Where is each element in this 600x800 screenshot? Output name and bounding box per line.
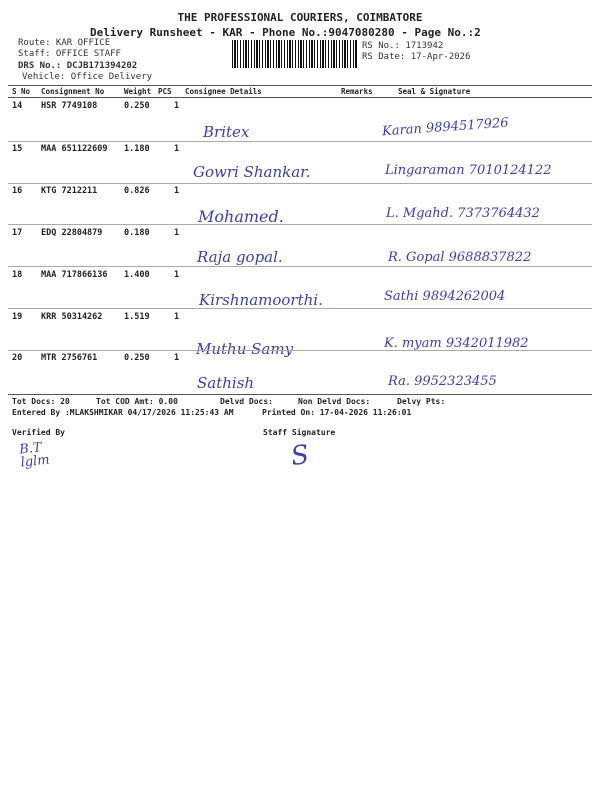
header-top-rule [8, 85, 592, 86]
row-pcs: 1 [174, 228, 180, 238]
row-consignment: MAA 651122609 [41, 144, 108, 154]
row-sno: 16 [12, 186, 23, 196]
row-consignee-handwritten: Britex [203, 123, 250, 141]
row-consignee-handwritten: Mohamed. [198, 207, 284, 226]
row-weight: 0.180 [124, 228, 150, 238]
staff-label: Staff: OFFICE STAFF [18, 49, 121, 59]
row-pcs: 1 [174, 312, 180, 322]
col-seal-signature: Seal & Signature [398, 87, 471, 96]
row-sno: 18 [12, 270, 23, 280]
row-divider [8, 350, 592, 351]
delivery-points: Delvy Pts: [397, 397, 446, 406]
col-weight: Weight [124, 87, 152, 96]
col-consignment: Consignment No [41, 87, 105, 96]
verified-by-label: Verified By [12, 428, 65, 437]
verifier-signature: B.T lglm [18, 440, 51, 471]
runsheet-subtitle: Delivery Runsheet - KAR - Phone No.:9047080280 - Page No.:2 [90, 26, 481, 39]
row-pcs: 1 [174, 101, 180, 111]
row-consignment: KRR 50314262 [41, 312, 103, 322]
row-consignment: HSR 7749108 [41, 101, 98, 111]
row-consignment: MAA 717866136 [41, 270, 108, 280]
col-consignee: Consignee Details [185, 87, 262, 96]
total-cod-amount: Tot COD Amt: 0.00 [96, 397, 178, 406]
vehicle-label: Vehicle: Office Delivery [22, 72, 153, 82]
row-weight: 1.400 [124, 270, 150, 280]
row-signature-handwritten: K. myam 9342011982 [384, 336, 529, 351]
row-sno: 17 [12, 228, 23, 238]
row-divider [8, 308, 592, 309]
row-pcs: 1 [174, 270, 180, 280]
row-pcs: 1 [174, 186, 180, 196]
row-weight: 1.180 [124, 144, 150, 154]
row-signature-handwritten: Lingaraman 7010124122 [385, 163, 552, 178]
row-consignment: MTR 2756761 [41, 353, 98, 363]
row-divider [8, 141, 592, 142]
barcode-image [232, 40, 358, 68]
row-weight: 0.250 [124, 353, 150, 363]
row-signature-handwritten: R. Gopal 9688837822 [388, 250, 532, 265]
row-signature-handwritten: Sathi 9894262004 [384, 289, 506, 304]
row-consignee-handwritten: Gowri Shankar. [193, 163, 311, 181]
printed-on: Printed On: 17-04-2026 11:26:01 [262, 408, 412, 417]
delivered-docs: Delvd Docs: [220, 397, 273, 406]
total-docs: Tot Docs: 20 [12, 397, 70, 406]
row-pcs: 1 [174, 144, 180, 154]
rs-number: RS No.: 1713942 [362, 41, 444, 51]
row-sno: 15 [12, 144, 23, 154]
row-weight: 1.519 [124, 312, 150, 322]
row-weight: 0.826 [124, 186, 150, 196]
row-sno: 14 [12, 101, 23, 111]
row-consignee-handwritten: Raja gopal. [197, 248, 283, 266]
row-weight: 0.250 [124, 101, 150, 111]
non-delivered-docs: Non Delvd Docs: [298, 397, 371, 406]
row-sno: 19 [12, 312, 23, 322]
col-sno: S No [12, 87, 31, 96]
row-divider [8, 224, 592, 225]
row-consignee-handwritten: Kirshnamoorthi. [199, 291, 323, 309]
row-signature-handwritten: Karan 9894517926 [381, 115, 510, 140]
row-signature-handwritten: Ra. 9952323455 [388, 374, 497, 389]
row-sno: 20 [12, 353, 23, 363]
row-pcs: 1 [174, 353, 180, 363]
row-consignment: EDQ 22804879 [41, 228, 103, 238]
table-bottom-rule [8, 394, 592, 395]
row-consignee-handwritten: Sathish [197, 374, 255, 392]
staff-signature-label: Staff Signature [263, 428, 336, 437]
staff-signature-mark: S [288, 439, 311, 473]
col-pcs: PCS [158, 87, 172, 96]
route-label: Route: KAR OFFICE [18, 38, 111, 48]
row-consignment: KTG 7212211 [41, 186, 98, 196]
company-title: THE PROFESSIONAL COURIERS, COIMBATORE [177, 11, 423, 24]
col-remarks: Remarks [341, 87, 373, 96]
rs-date: RS Date: 17-Apr-2026 [362, 52, 471, 62]
row-signature-handwritten: L. Mgahd. 7373764432 [386, 206, 540, 221]
entered-by: Entered By :MLAKSHMIKAR 04/17/2026 11:25:43 AM [12, 408, 234, 417]
drs-number: DRS No.: DCJB171394202 [18, 61, 138, 71]
row-divider [8, 266, 592, 267]
row-divider [8, 183, 592, 184]
row-consignee-handwritten: Muthu Samy [196, 340, 294, 358]
header-bottom-rule [8, 97, 592, 98]
